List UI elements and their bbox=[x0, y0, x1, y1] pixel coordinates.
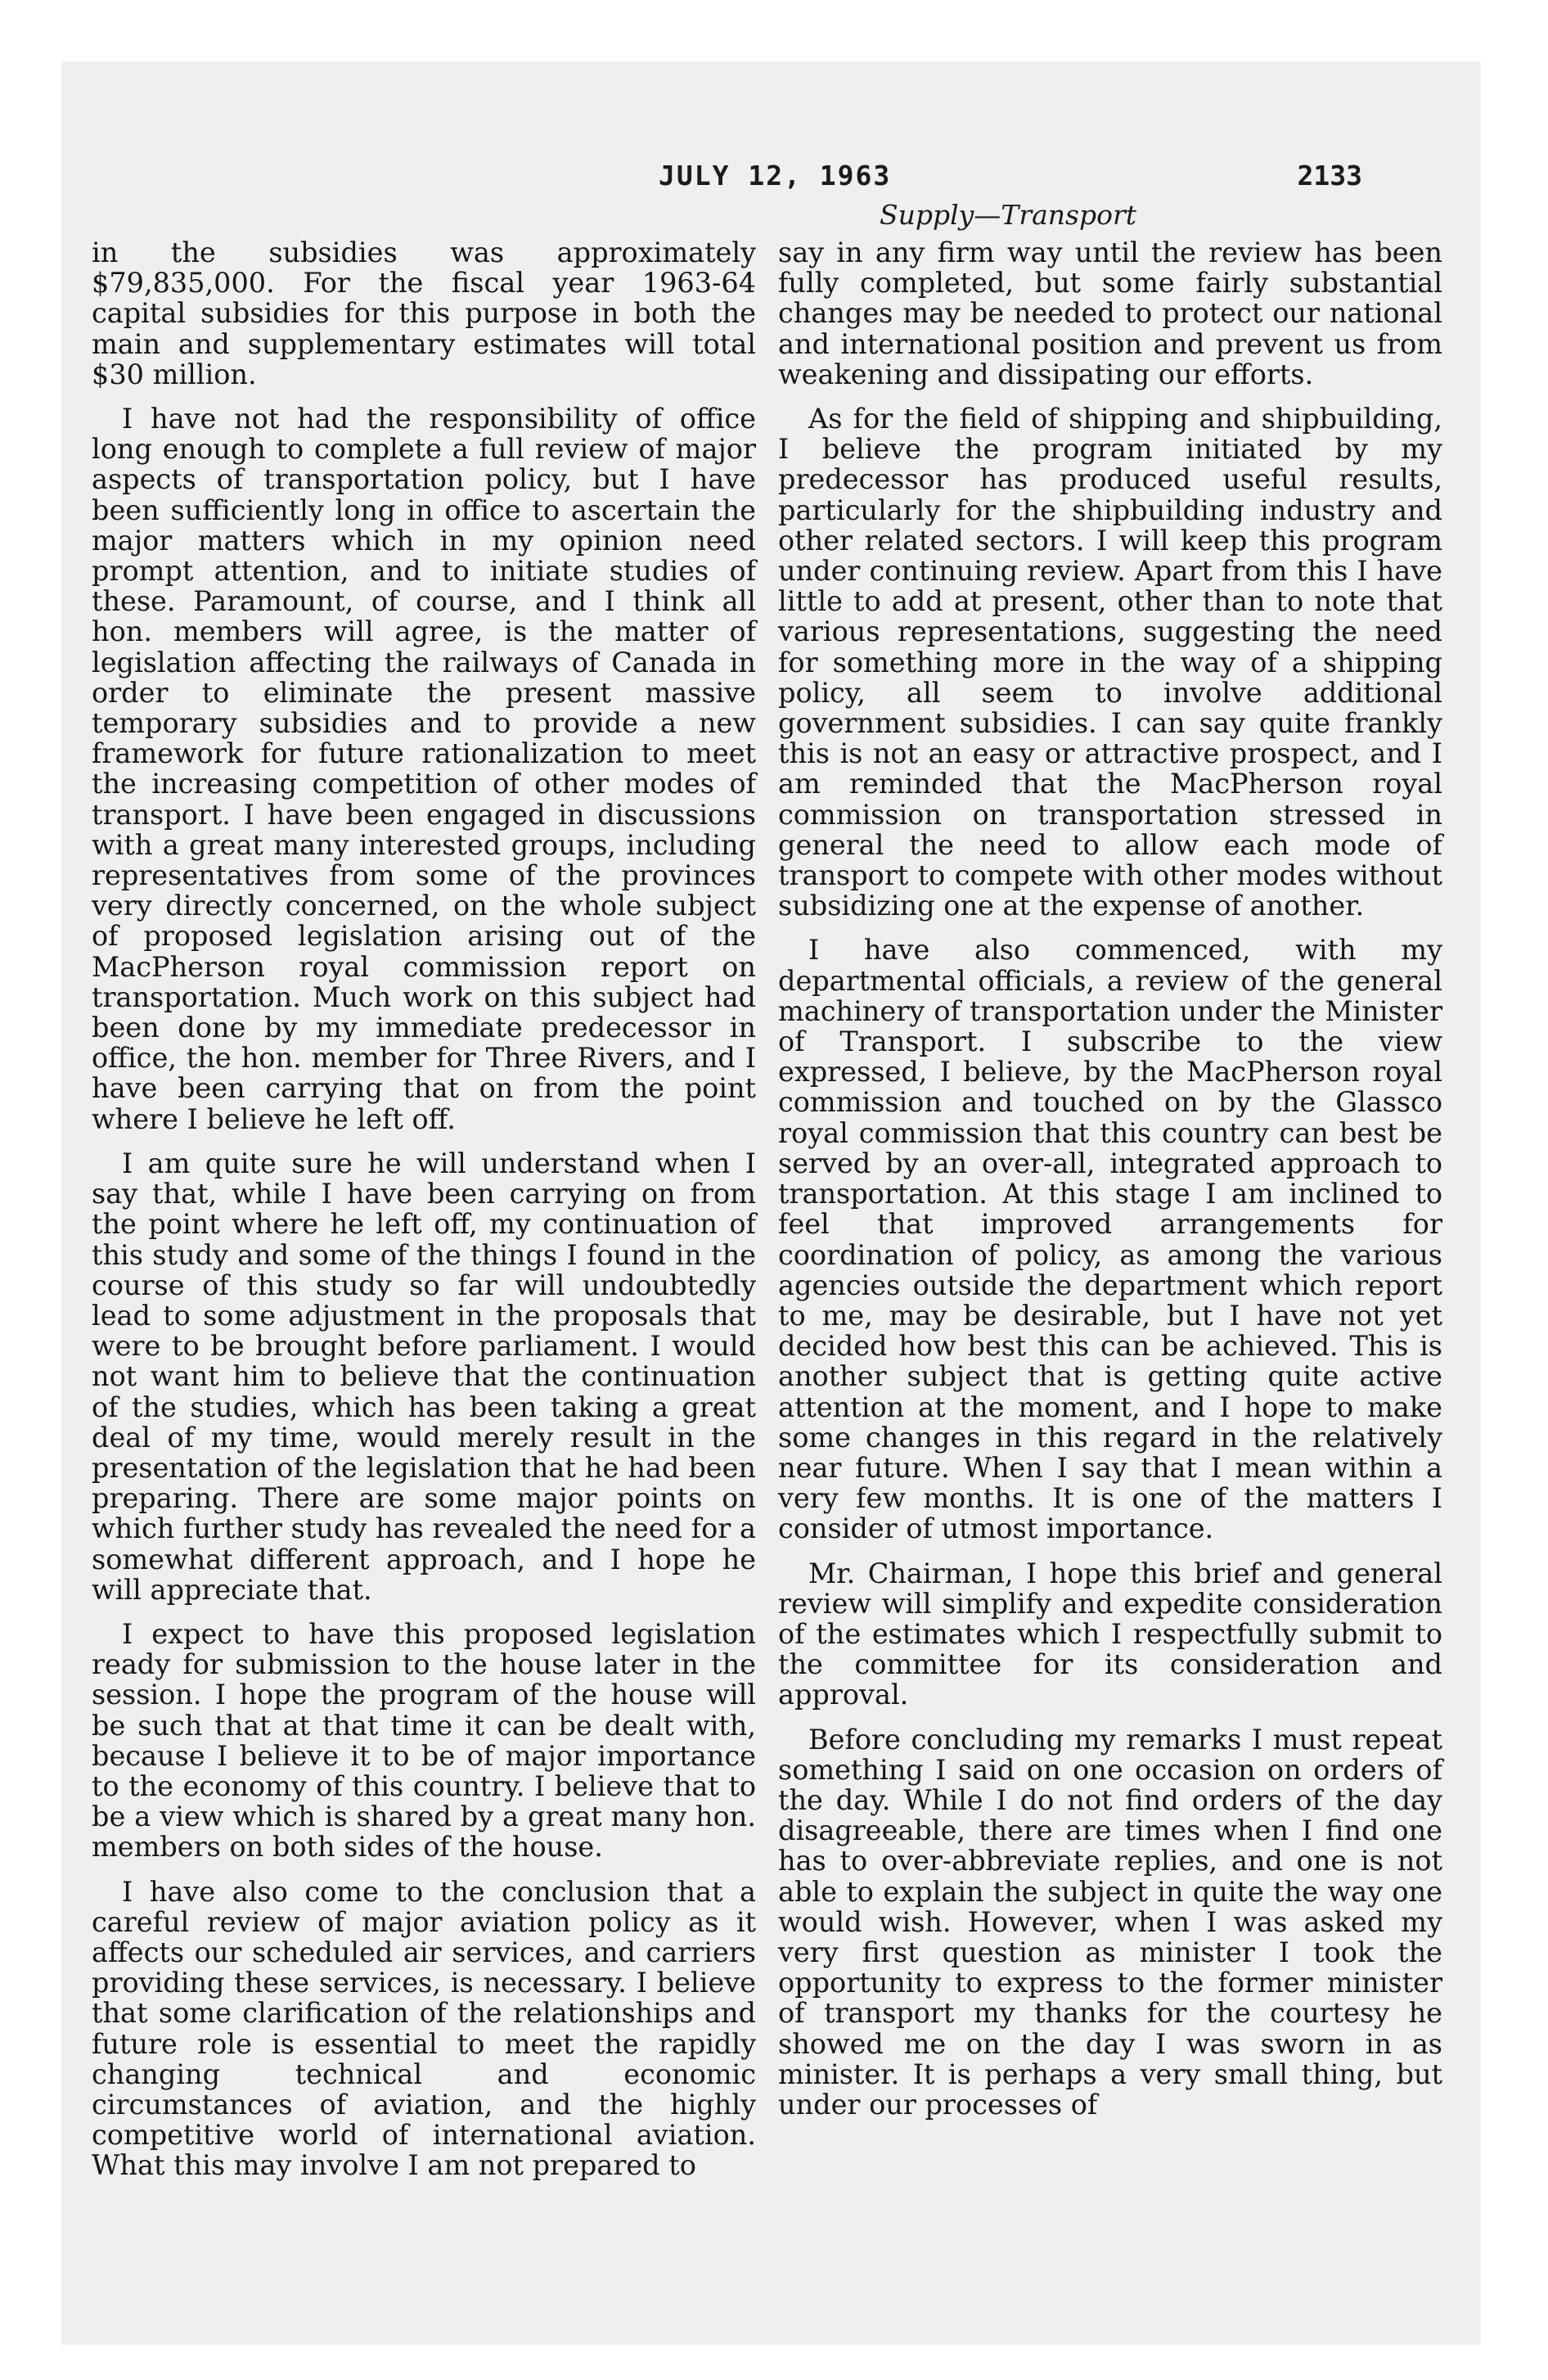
paragraph: I am quite sure he will understand when I say that, while I have been carrying on from the point where he left off, my continuation of this study and some of the things I found in the course of this study so far will undoubtedly lead to some adjustment in the proposals that were to be brought before parliament. I would not want him to believe that the continuation of the studies, which has been taking a great deal of my time, would merely result in the presentation of the legislation that he had been preparing. There are some major points on which further study has revealed the need for a somewhat different approach, and I hope he will appreciate that. bbox=[92, 1147, 756, 1606]
section-heading: Supply—Transport bbox=[880, 199, 1136, 231]
left-column bbox=[92, 237, 756, 2195]
paragraph: As for the field of shipping and shipbuilding, I believe the program initiated by my predecessor has produced useful results, particularly for the shipbuilding industry and other related sectors. I will keep this program under continuing review. Apart from this I have little to add at present, other than to note that various representations, suggesting the need for something more in the way of a shipping policy, all seem to involve additional government subsidies. I can say quite frankly this is not an easy or attractive prospect, and I am reminded that the MacPherson royal commission on transportation stressed in general the need to allow each mode of transport to compete with other modes without subsidizing one at the expense of another. bbox=[778, 403, 1442, 922]
paragraph: I have not had the responsibility of office long enough to complete a full review of major aspects of transportation policy, but I have been sufficiently long in office to ascertain the major matters which in my opinion need prompt attention, and to initiate studies of these. Paramount, of course, and I think all hon. members will agree, is the matter of legislation affecting the railways of Canada in order to eliminate the present massive temporary subsidies and to provide a new framework for future rationalization to meet the increasing competition of other modes of transport. I have been engaged in discussions with a great many interested groups, including representatives from some of the provinces very directly concerned, on the whole subject of proposed legislation arising out of the MacPherson royal commission report on transportation. Much work on this subject had been done by my immediate predecessor in office, the hon. member for Three Rivers, and I have been carrying that on from the point where I believe he left off. bbox=[92, 403, 756, 1135]
right-column bbox=[778, 237, 1442, 2134]
paragraph: Before concluding my remarks I must repeat something I said on one occasion on orders of the day. While I do not find orders of the day disagreeable, there are times when I find one has to over-abbreviate replies, and one is not able to explain the subject in quite the way one would wish. However, when I was asked my very first question as minister I took the opportunity to express to the former minister of transport my thanks for the courtesy he showed me on the day I was sworn in as minister. It is perhaps a very small thing, but under our processes of bbox=[778, 1723, 1442, 2121]
page-header bbox=[61, 160, 1481, 201]
paragraph: I have also come to the conclusion that a careful review of major aviation policy as it affects our scheduled air services, and carriers providing these services, is necessary. I believe that some clarification of the relationships and future role is essential to meet the rapidly changing technical and economic circumstances of aviation, and the highly competitive world of international aviation. What this may involve I am not prepared to bbox=[92, 1875, 756, 2182]
paragraph: in the subsidies was approximately $79,835,000. For the fiscal year 1963-64 capital subsidies for this purpose in both the main and supplementary estimates will total $30 million. bbox=[92, 237, 756, 390]
document-page bbox=[61, 61, 1481, 2345]
page-number: 2133 bbox=[1297, 160, 1362, 192]
paragraph: I expect to have this proposed legislation ready for submission to the house later in the session. I hope the program of the house will be such that at that time it can be dealt with, because I believe it to be of major importance to the economy of this country. I believe that to be a view which is shared by a great many hon. members on both sides of the house. bbox=[92, 1617, 756, 1864]
header-date: JULY 12, 1963 bbox=[659, 160, 892, 192]
paragraph: I have also commenced, with my departmental officials, a review of the general machinery of transportation under the Minister of Transport. I subscribe to the view expressed, I believe, by the MacPherson royal commission and touched on by the Glassco royal commission that this country can best be served by an over-all, integrated approach to transportation. At this stage I am inclined to feel that improved arrangements for coordination of policy, as among the various agencies outside the department which report to me, may be desirable, but I have not yet decided how best this can be achieved. This is another subject that is getting quite active attention at the moment, and I hope to make some changes in this regard in the relatively near future. When I say that I mean within a very few months. It is one of the matters I consider of utmost importance. bbox=[778, 934, 1442, 1545]
paragraph: Mr. Chairman, I hope this brief and general review will simplify and expedite consideration of the estimates which I respectfully submit to the committee for its consideration and approval. bbox=[778, 1557, 1442, 1711]
paragraph: say in any firm way until the review has been fully completed, but some fairly substantial changes may be needed to protect our national and international position and prevent us from weakening and dissipating our efforts. bbox=[778, 237, 1442, 390]
